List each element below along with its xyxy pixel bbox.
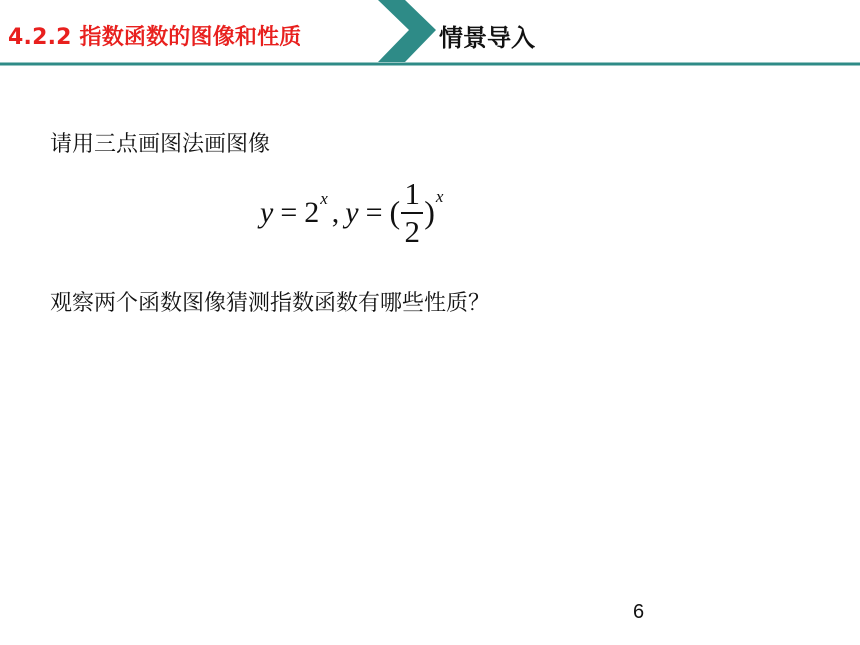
formula-exponent-2: x — [435, 186, 444, 206]
formula-open-paren: ( — [389, 194, 401, 231]
formula-close-paren: ) — [424, 194, 435, 231]
formula-y2: y — [345, 195, 359, 229]
fraction-numerator: 1 — [404, 176, 420, 211]
formula-fraction — [401, 176, 423, 250]
section-title: 4.2.2 指数函数的图像和性质 — [8, 25, 302, 50]
formula-equals-1: = — [280, 195, 298, 229]
fraction-denominator: 2 — [404, 213, 420, 249]
formula-equals-2: = — [365, 195, 383, 229]
function-formula — [260, 176, 443, 250]
formula-base-2: 2 — [304, 195, 320, 229]
instruction-text: 请用三点画图法画图像 — [50, 132, 271, 157]
header-arrow-shape — [378, 0, 436, 62]
slide-header — [0, 0, 860, 70]
question-text: 观察两个函数图像猜测指数函数有哪些性质？ — [50, 291, 491, 316]
formula-separator: , — [331, 195, 340, 229]
formula-exponent-1: x — [320, 188, 328, 208]
formula-y1: y — [260, 195, 274, 229]
topic-title: 情景导入 — [439, 24, 535, 52]
page-number: 6 — [633, 601, 645, 623]
